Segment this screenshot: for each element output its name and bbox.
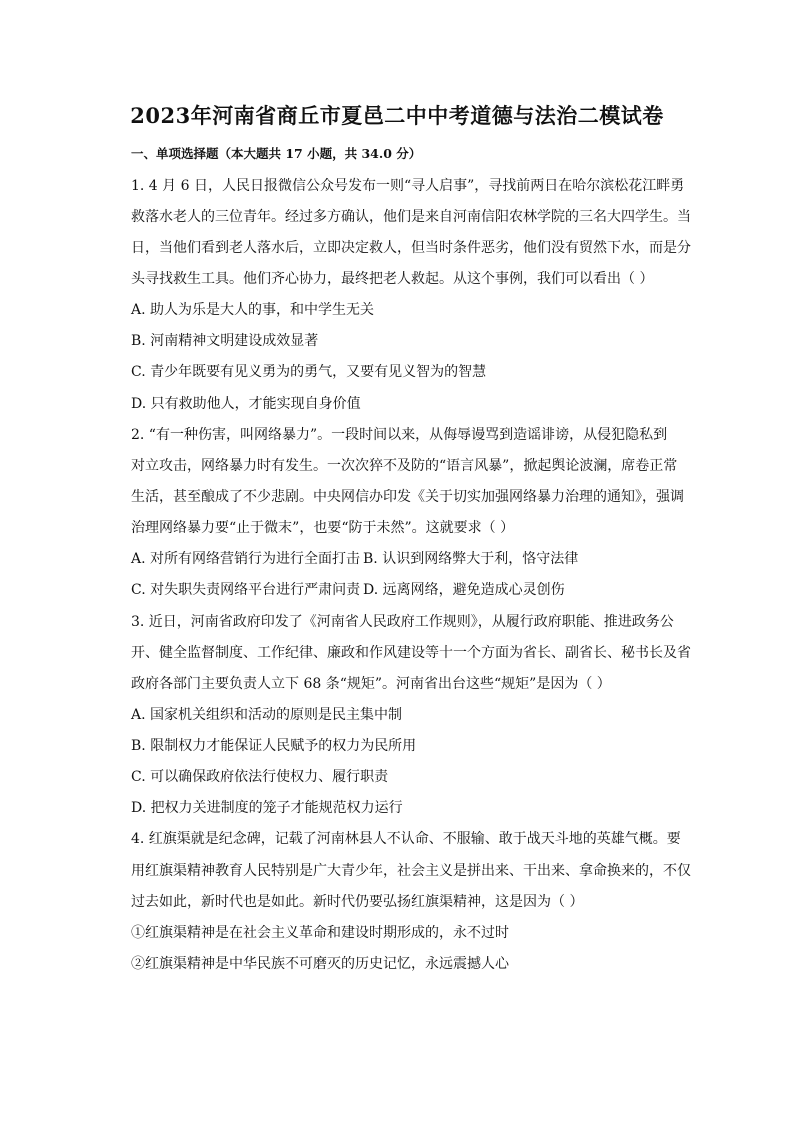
option-c: C. 青少年既要有见义勇为的勇气，又要有见义智为的智慧 (131, 364, 487, 380)
question-stem-line: 生活，甚至酿成了不少悲剧。中央网信办印发《关于切实加强网络暴力治理的通知》，强调 (131, 489, 684, 505)
option-a: A. 国家机关组织和活动的原则是民主集中制 (131, 707, 403, 723)
option-d: D. 把权力关进制度的笼子才能规范权力运行 (131, 800, 403, 816)
option-c: C. 可以确保政府依法行使权力、履行职责 (131, 769, 389, 785)
question-stem-line: 对立攻击，网络暴力时有发生。一次次猝不及防的“语言风暴”，掀起舆论波澜，席卷正常 (131, 458, 678, 474)
question-stem-line: 日，当他们看到老人落水后，立即决定救人，但当时条件恶劣，他们没有贸然下水，而是分 (131, 240, 691, 256)
option-a: A. 对所有网络营销行为进行全面打击 (131, 551, 361, 567)
option-c: C. 对失职失责网络平台进行严肃问责 (131, 582, 361, 598)
question-stem-line: 救落水老人的三位青年。经过多方确认，他们是来自河南信阳农林学院的三名大四学生。当 (131, 209, 691, 225)
question-stem-line: 2. “有一种伤害，叫网络暴力”。一段时间以来，从侮辱谩骂到造谣诽谤，从侵犯隐私到 (131, 427, 668, 443)
option-a: A. 助人为乐是大人的事，和中学生无关 (131, 302, 375, 318)
question-stem-line: 政府各部门主要负责人立下 68 条“规矩”。河南省出台这些“规矩”是因为（ ） (131, 676, 611, 692)
question-stem-line: 开、健全监督制度、工作纪律、廉政和作风建设等十一个方面为省长、副省长、秘书长及省 (131, 645, 691, 661)
statement-2: ②红旗渠精神是中华民族不可磨灭的历史记忆，永远震撼人心 (131, 956, 509, 972)
question-stem-line: 过去如此，新时代也是如此。新时代仍要弘扬红旗渠精神，这是因为（ ） (131, 894, 584, 910)
question-stem-line: 3. 近日，河南省政府印发了《河南省人民政府工作规则》，从履行政府职能、推进政务公 (131, 614, 674, 630)
option-d: D. 远离网络，避免造成心灵创伤 (363, 582, 565, 598)
question-stem-line: 治理网络暴力要“止于微末”，也要“防于未然”。这就要求（ ） (131, 520, 515, 536)
option-b: B. 河南精神文明建设成效显著 (131, 333, 319, 349)
option-b: B. 认识到网络弊大于利，恪守法律 (363, 551, 579, 567)
exam-title: 2023年河南省商丘市夏邑二中中考道德与法治二模试卷 (130, 103, 664, 128)
question-stem-line: 1. 4 月 6 日，人民日报微信公众号发布一则“寻人启事”，寻找前两日在哈尔滨松花江畔勇 (131, 178, 685, 194)
question-stem-line: 用红旗渠精神教育人民特别是广大青少年，社会主义是拼出来、干出来、拿命换来的，不仅 (131, 863, 691, 879)
statement-1: ①红旗渠精神是在社会主义革命和建设时期形成的，永不过时 (131, 925, 509, 941)
question-stem-line: 头寻找救生工具。他们齐心协力，最终把老人救起。从这个事例，我们可以看出（ ） (131, 271, 654, 287)
option-d: D. 只有救助他人，才能实现自身价值 (131, 396, 361, 412)
option-b: B. 限制权力才能保证人民赋予的权力为民所用 (131, 738, 417, 754)
question-stem-line: 4. 红旗渠就是纪念碑，记载了河南林县人不认命、不服输、敢于战天斗地的英雄气概。要 (131, 831, 681, 847)
option-row (131, 580, 565, 600)
option-row (131, 549, 579, 569)
section-heading: 一、单项选择题（本大题共 17 小题，共 34.0 分） (131, 146, 422, 161)
